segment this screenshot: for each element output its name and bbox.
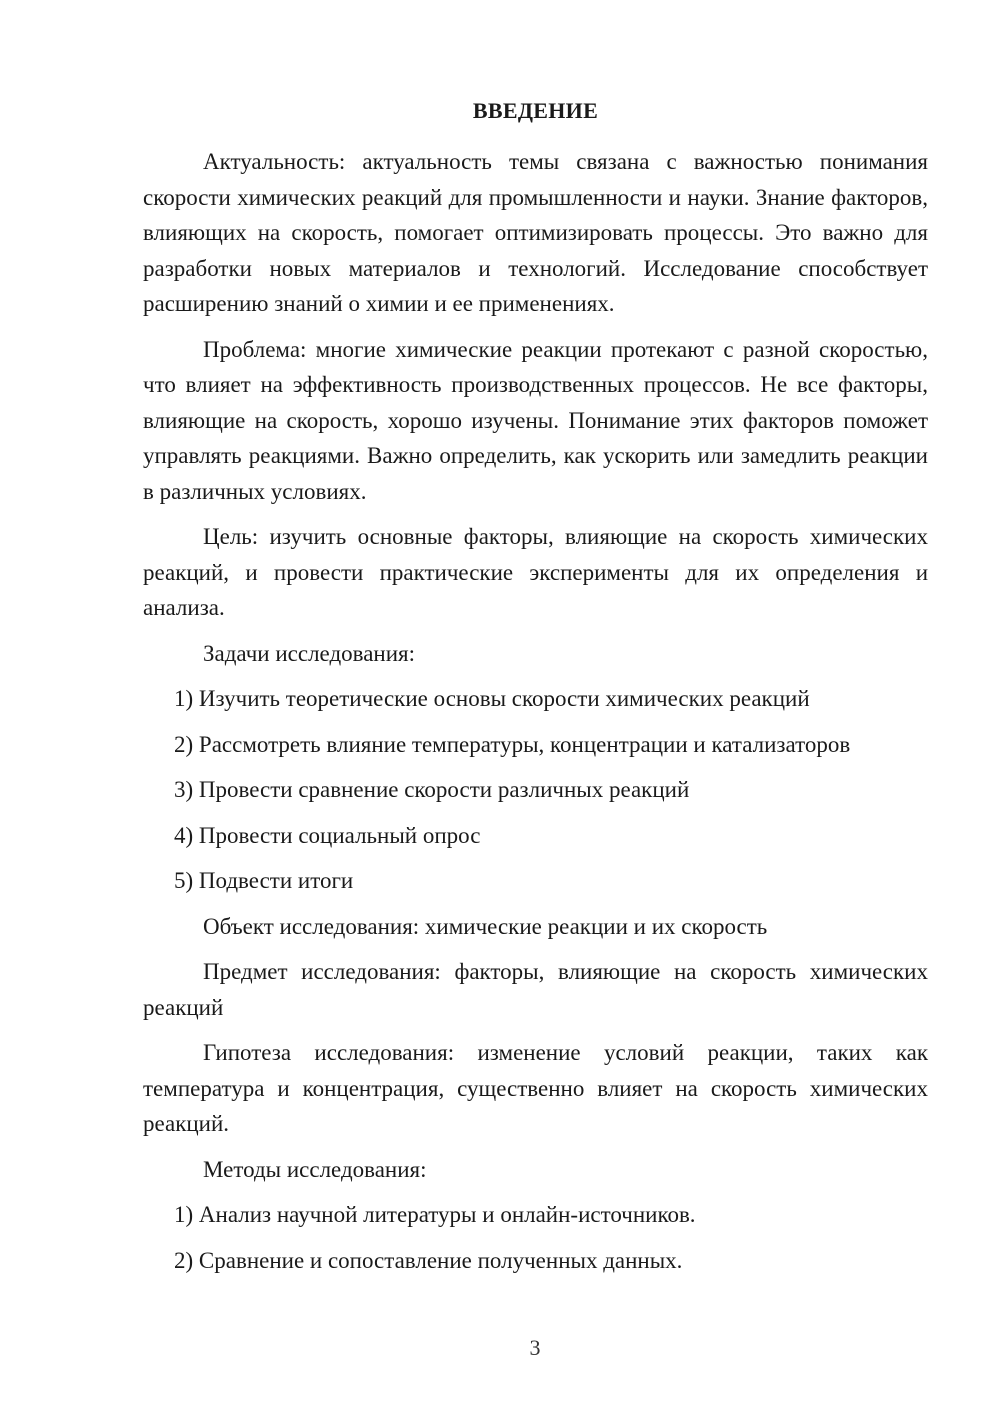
task-item: 5) Подвести итоги xyxy=(174,868,354,893)
research-subject: Предмет исследования: факторы, влияющие на скорость химических реакций xyxy=(143,959,928,1020)
research-object: Объект исследования: химические реакции и их скорость xyxy=(203,913,768,939)
page-content xyxy=(143,93,928,1288)
task-item: 1) Изучить теоретические основы скорости химических реакций xyxy=(174,686,810,711)
task-item: 4) Провести социальный опрос xyxy=(174,822,481,848)
task-item: 3) Провести сравнение скорости различных реакций xyxy=(174,777,690,802)
research-hypothesis: Гипотеза исследования: изменение условий реакции, таких как температура и концентрация, существенно влияет на скорость химических реакций. xyxy=(143,1040,928,1136)
tasks-heading: Задачи исследования: xyxy=(203,640,416,666)
method-item: 1) Анализ научной литературы и онлайн-источников. xyxy=(174,1202,696,1227)
page-title: ВВЕДЕНИЕ xyxy=(472,98,599,123)
relevance-paragraph: Актуальность: актуальность темы связана с важностью понимания скорости химических реакций для промышленности и науки. Знание факторов, влияющих на скорость, помогает оптимизировать процессы. Это важно для разработки новых материалов и технологий. Исследование способствует расширению знаний о химии и ее применениях. xyxy=(143,149,928,316)
task-item: 2) Рассмотреть влияние температуры, концентрации и катализаторов xyxy=(174,731,851,757)
methods-heading: Методы исследования: xyxy=(203,1156,427,1182)
method-item: 2) Сравнение и сопоставление полученных данных. xyxy=(174,1247,683,1273)
page-number: 3 xyxy=(529,1335,541,1360)
problem-paragraph: Проблема: многие химические реакции протекают с разной скоростью, что влияет на эффективность производственных процессов. Не все факторы, влияющие на скорость, хорошо изучены. Понимание этих факторов поможет управлять реакциями. Важно определить, как ускорить или замедлить реакции в различных условиях. xyxy=(143,336,928,504)
goal-paragraph: Цель: изучить основные факторы, влияющие на скорость химических реакций, и провести практические эксперименты для их определения и анализа. xyxy=(143,524,928,620)
